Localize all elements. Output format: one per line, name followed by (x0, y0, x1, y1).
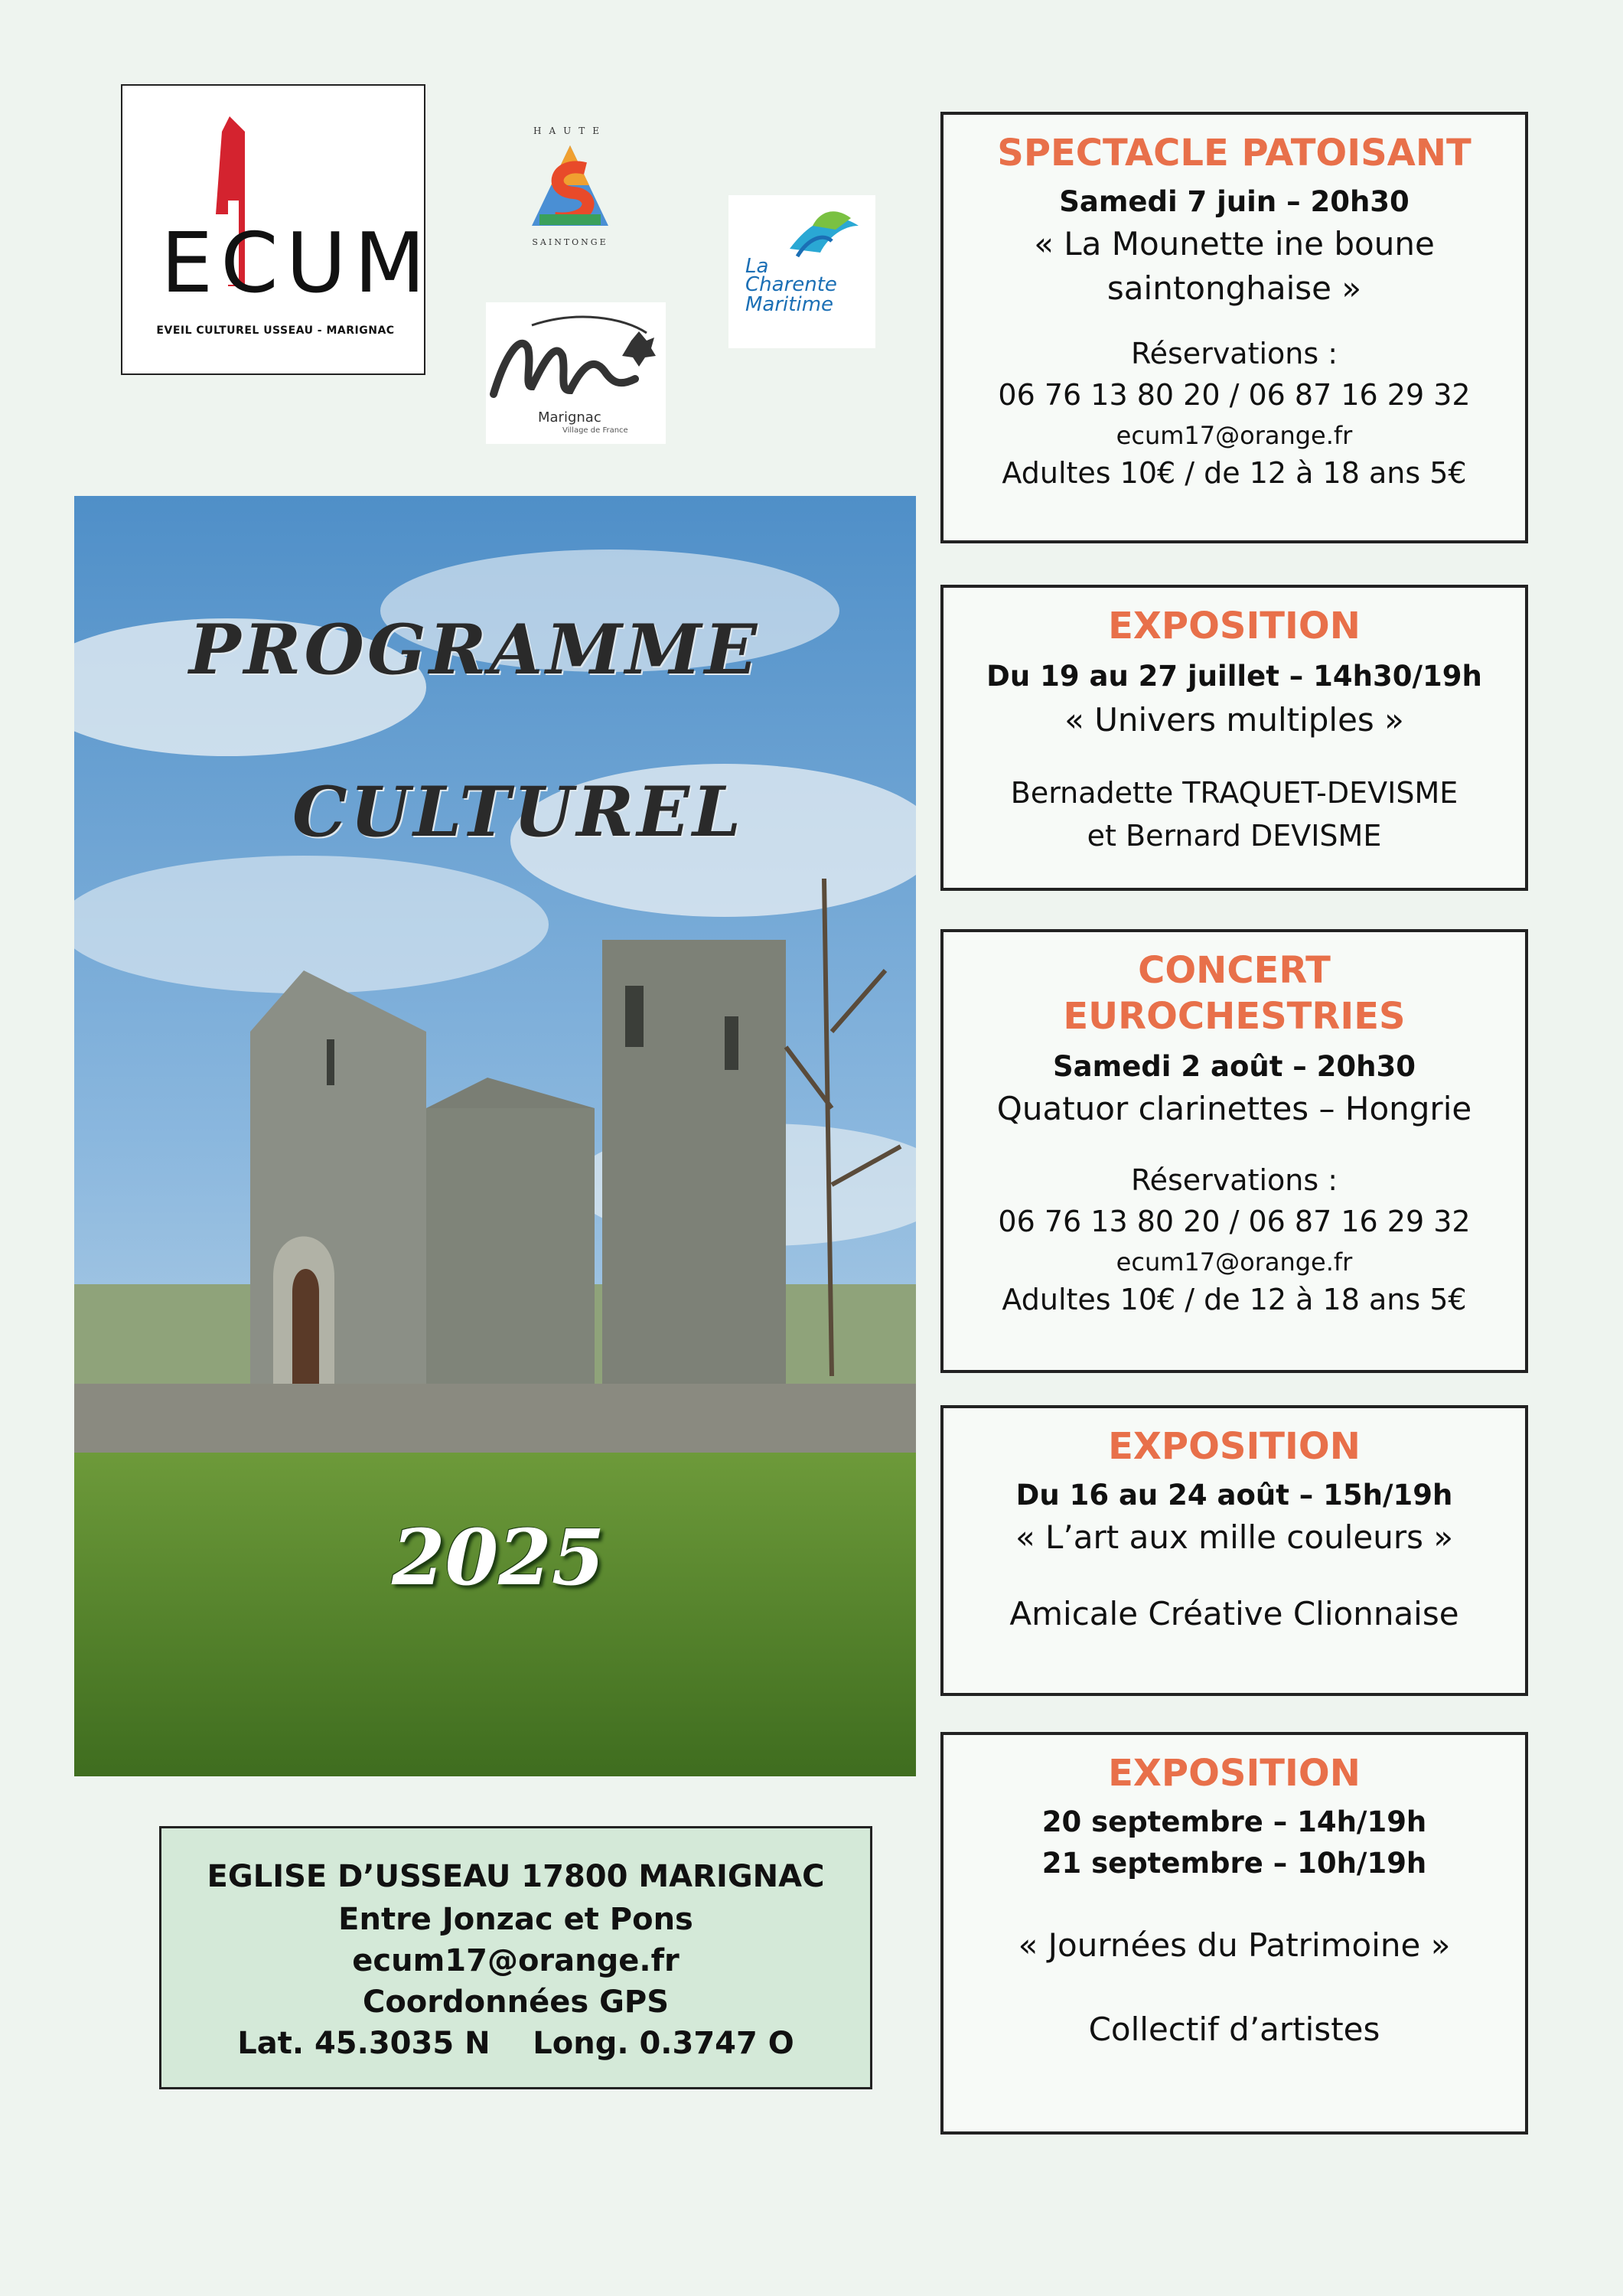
church-photo (74, 496, 916, 1776)
ecum-letters: ECUM (161, 216, 433, 311)
haute-saintonge-logo (509, 122, 631, 253)
event-title: SPECTACLE PATOISANT (997, 132, 1471, 174)
event-date: Samedi 7 juin – 20h30 (1059, 185, 1410, 218)
saintonge-top-text: HAUTE (533, 126, 607, 136)
address-line2: Entre Jonzac et Pons (338, 1902, 693, 1937)
event-artists-line1: Bernadette TRAQUET-DEVISME (1010, 776, 1458, 810)
address-box (159, 1826, 872, 2089)
event-exposition-juillet (940, 585, 1528, 891)
event-date: Du 19 au 27 juillet – 14h30/19h (986, 660, 1482, 693)
address-line1: EGLISE D’USSEAU 17800 MARIGNAC (207, 1859, 825, 1894)
marignac-subtitle-text: Village de France (562, 426, 628, 435)
programme-title-line1: PROGRAMME (189, 609, 761, 690)
event-subtitle: Quatuor clarinettes – Hongrie (996, 1090, 1472, 1127)
ecum-logo (121, 84, 433, 375)
event-date: Samedi 2 août – 20h30 (1053, 1050, 1416, 1083)
event-email: ecum17@orange.fr (1116, 1247, 1353, 1277)
event-exposition-aout (940, 1405, 1528, 1696)
event-date-line2: 21 septembre – 10h/19h (1041, 1847, 1427, 1880)
event-title: EXPOSITION (1108, 1425, 1361, 1468)
charente-maritime-text: Maritime (745, 293, 834, 316)
event-subtitle: « L’art aux mille couleurs » (1015, 1518, 1454, 1556)
event-title: EXPOSITION (1108, 1752, 1361, 1795)
event-artists: Amicale Créative Clionnaise (1009, 1595, 1459, 1632)
charente-la-text: La (745, 255, 769, 278)
address-gps-label: Coordonnées GPS (362, 1985, 670, 2020)
programme-year: 2025 (392, 1512, 605, 1603)
event-prices: Adultes 10€ / de 12 à 18 ans 5€ (1002, 456, 1467, 490)
marignac-logo (486, 302, 666, 444)
event-artists: Collectif d’artistes (1088, 2011, 1380, 2048)
event-subtitle-line1: « La Mounette ine boune (1034, 225, 1435, 263)
event-date-line1: 20 septembre – 14h/19h (1041, 1805, 1427, 1838)
event-phones: 06 76 13 80 20 / 06 87 16 29 32 (998, 1205, 1471, 1238)
charente-maritime-logo (728, 195, 875, 348)
event-subtitle-line2: saintonghaise » (1106, 269, 1362, 307)
event-date: Du 16 au 24 août – 15h/19h (1015, 1479, 1453, 1512)
saintonge-bottom-text: SAINTONGE (532, 237, 608, 247)
event-reservations-label: Réservations : (1130, 1163, 1338, 1197)
event-prices: Adultes 10€ / de 12 à 18 ans 5€ (1002, 1283, 1467, 1316)
marignac-m-icon (486, 302, 666, 409)
event-title: EXPOSITION (1108, 605, 1361, 647)
event-subtitle: « Journées du Patrimoine » (1018, 1926, 1451, 1964)
saintonge-emblem-icon (509, 122, 631, 237)
event-exposition-septembre (940, 1732, 1528, 2135)
event-spectacle-patoisant (940, 112, 1528, 543)
event-artists-line2: et Bernard DEVISME (1087, 819, 1382, 853)
marignac-name-text: Marignac (538, 409, 601, 426)
charente-name-text: Charente (745, 273, 837, 296)
event-phones: 06 76 13 80 20 / 06 87 16 29 32 (998, 378, 1471, 412)
event-email: ecum17@orange.fr (1116, 421, 1353, 450)
address-gps-coords: Lat. 45.3035 N Long. 0.3747 O (237, 2026, 794, 2061)
event-concert-eurochestries (940, 929, 1528, 1373)
programme-title-line2: CULTUREL (292, 771, 745, 853)
event-subtitle: « Univers multiples » (1064, 701, 1404, 739)
event-reservations-label: Réservations : (1130, 337, 1338, 370)
address-email: ecum17@orange.fr (352, 1943, 680, 1978)
event-title-line2: EUROCHESTRIES (1063, 995, 1406, 1038)
ecum-subtitle: EVEIL CULTUREL USSEAU - MARIGNAC (156, 325, 395, 337)
event-title-line1: CONCERT (1138, 949, 1331, 992)
